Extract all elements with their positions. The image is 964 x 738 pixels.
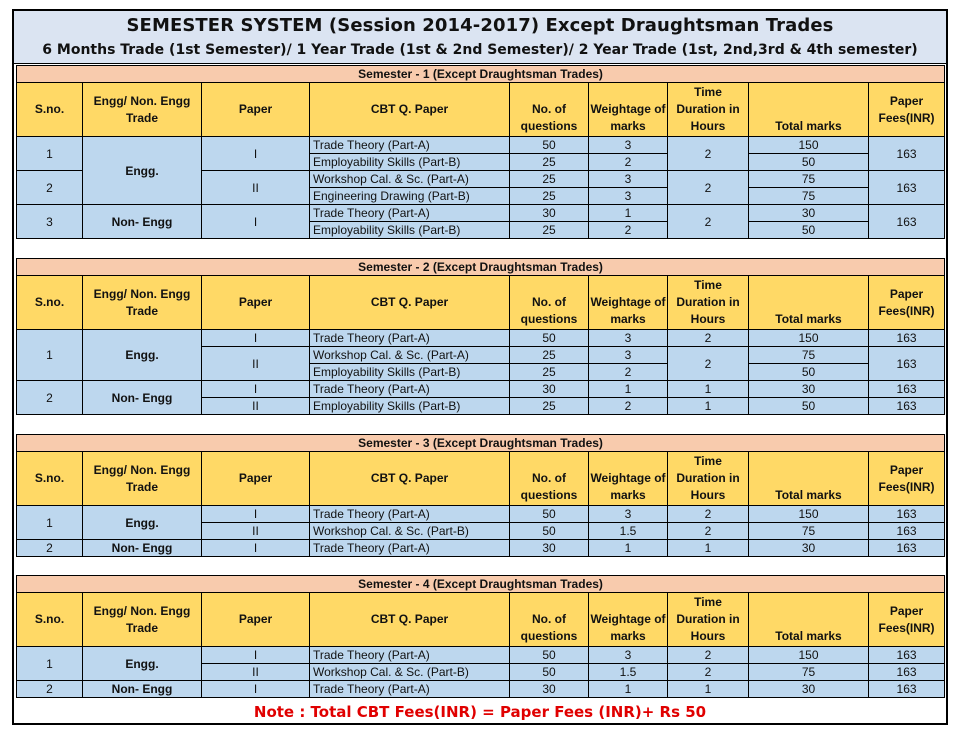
questions-cell: 25 xyxy=(510,364,589,381)
fees-cell: 163 xyxy=(869,330,945,347)
weightage-cell: 3 xyxy=(589,188,668,205)
duration-cell: 2 xyxy=(668,506,749,523)
sno-cell: 2 xyxy=(17,540,83,557)
sno-cell: 1 xyxy=(17,647,83,681)
header-duration: Time Duration in Hours xyxy=(668,452,749,506)
duration-cell: 2 xyxy=(668,347,749,381)
header-trade: Engg/ Non. Engg Trade xyxy=(83,593,202,647)
header-row xyxy=(17,276,945,330)
header-total: Total marks xyxy=(749,83,869,137)
total-cell: 150 xyxy=(749,330,869,347)
duration-cell: 2 xyxy=(668,171,749,205)
fees-cell: 163 xyxy=(869,523,945,540)
duration-cell: 2 xyxy=(668,137,749,171)
header-questions: No. of questions xyxy=(510,83,589,137)
header-sno: S.no. xyxy=(17,83,83,137)
paper-cell: I xyxy=(202,681,310,698)
header-weightage: Weightage of marks xyxy=(589,83,668,137)
header-weightage: Weightage of marks xyxy=(589,593,668,647)
paper-cell: I xyxy=(202,205,310,239)
header-row xyxy=(17,593,945,647)
paper-cell: II xyxy=(202,664,310,681)
total-cell: 75 xyxy=(749,664,869,681)
semester-caption: Semester - 4 (Except Draughtsman Trades) xyxy=(17,576,945,593)
duration-cell: 1 xyxy=(668,540,749,557)
semester-3-table xyxy=(16,434,945,557)
total-cell: 75 xyxy=(749,171,869,188)
trade-cell: Non- Engg xyxy=(83,381,202,415)
table-row xyxy=(17,381,945,398)
cbt-paper-cell: Employability Skills (Part-B) xyxy=(310,154,510,171)
cbt-paper-cell: Workshop Cal. & Sc. (Part-A) xyxy=(310,171,510,188)
duration-cell: 2 xyxy=(668,523,749,540)
header-trade: Engg/ Non. Engg Trade xyxy=(83,83,202,137)
fees-cell: 163 xyxy=(869,664,945,681)
weightage-cell: 3 xyxy=(589,137,668,154)
paper-cell: I xyxy=(202,381,310,398)
fees-cell: 163 xyxy=(869,681,945,698)
fees-cell: 163 xyxy=(869,347,945,381)
weightage-cell: 1 xyxy=(589,205,668,222)
table-row xyxy=(17,330,945,347)
total-cell: 50 xyxy=(749,222,869,239)
trade-cell: Non- Engg xyxy=(83,205,202,239)
total-cell: 30 xyxy=(749,205,869,222)
duration-cell: 2 xyxy=(668,664,749,681)
cbt-paper-cell: Workshop Cal. & Sc. (Part-B) xyxy=(310,664,510,681)
header-row xyxy=(17,452,945,506)
header-paper: Paper xyxy=(202,276,310,330)
header-cbt: CBT Q. Paper xyxy=(310,83,510,137)
cbt-paper-cell: Trade Theory (Part-A) xyxy=(310,137,510,154)
semester-2-table xyxy=(16,258,945,415)
weightage-cell: 3 xyxy=(589,647,668,664)
cbt-paper-cell: Trade Theory (Part-A) xyxy=(310,381,510,398)
header-row xyxy=(17,83,945,137)
fees-cell: 163 xyxy=(869,205,945,239)
questions-cell: 30 xyxy=(510,205,589,222)
trade-cell: Engg. xyxy=(83,330,202,381)
fees-note: Note : Total CBT Fees(INR) = Paper Fees (INR)+ Rs 50 xyxy=(253,703,707,721)
questions-cell: 30 xyxy=(510,381,589,398)
paper-cell: I xyxy=(202,330,310,347)
cbt-paper-cell: Trade Theory (Part-A) xyxy=(310,330,510,347)
semester-1-table xyxy=(16,65,945,239)
questions-cell: 30 xyxy=(510,540,589,557)
sno-cell: 1 xyxy=(17,506,83,540)
semester-caption: Semester - 2 (Except Draughtsman Trades) xyxy=(17,259,945,276)
weightage-cell: 3 xyxy=(589,330,668,347)
title-block xyxy=(14,11,946,64)
header-questions: No. of questions xyxy=(510,593,589,647)
header-fees: Paper Fees(INR) xyxy=(869,452,945,506)
weightage-cell: 1.5 xyxy=(589,523,668,540)
header-paper: Paper xyxy=(202,83,310,137)
header-cbt: CBT Q. Paper xyxy=(310,276,510,330)
total-cell: 50 xyxy=(749,398,869,415)
weightage-cell: 3 xyxy=(589,506,668,523)
header-trade: Engg/ Non. Engg Trade xyxy=(83,276,202,330)
sno-cell: 2 xyxy=(17,171,83,205)
paper-cell: II xyxy=(202,398,310,415)
header-fees: Paper Fees(INR) xyxy=(869,593,945,647)
total-cell: 150 xyxy=(749,137,869,154)
duration-cell: 2 xyxy=(668,205,749,239)
header-total: Total marks xyxy=(749,276,869,330)
questions-cell: 50 xyxy=(510,647,589,664)
sno-cell: 3 xyxy=(17,205,83,239)
trade-cell: Non- Engg xyxy=(83,540,202,557)
total-cell: 75 xyxy=(749,523,869,540)
questions-cell: 50 xyxy=(510,330,589,347)
paper-cell: I xyxy=(202,137,310,171)
fees-cell: 163 xyxy=(869,171,945,205)
header-sno: S.no. xyxy=(17,452,83,506)
header-fees: Paper Fees(INR) xyxy=(869,276,945,330)
sno-cell: 1 xyxy=(17,137,83,171)
paper-cell: I xyxy=(202,506,310,523)
header-duration: Time Duration in Hours xyxy=(668,593,749,647)
semester-caption: Semester - 3 (Except Draughtsman Trades) xyxy=(17,435,945,452)
fees-cell: 163 xyxy=(869,540,945,557)
paper-cell: I xyxy=(202,647,310,664)
weightage-cell: 3 xyxy=(589,347,668,364)
total-cell: 30 xyxy=(749,540,869,557)
cbt-paper-cell: Trade Theory (Part-A) xyxy=(310,681,510,698)
total-cell: 30 xyxy=(749,381,869,398)
header-duration: Time Duration in Hours xyxy=(668,276,749,330)
weightage-cell: 1 xyxy=(589,681,668,698)
total-cell: 50 xyxy=(749,154,869,171)
questions-cell: 25 xyxy=(510,171,589,188)
questions-cell: 25 xyxy=(510,188,589,205)
header-paper: Paper xyxy=(202,593,310,647)
duration-cell: 1 xyxy=(668,681,749,698)
trade-cell: Engg. xyxy=(83,137,202,205)
table-row xyxy=(17,681,945,698)
paper-cell: II xyxy=(202,523,310,540)
page-subtitle: 6 Months Trade (1st Semester)/ 1 Year Trade (1st & 2nd Semester)/ 2 Year Trade (1st, 2nd,3rd & 4th semester) xyxy=(42,42,918,58)
cbt-paper-cell: Engineering Drawing (Part-B) xyxy=(310,188,510,205)
header-sno: S.no. xyxy=(17,276,83,330)
questions-cell: 25 xyxy=(510,154,589,171)
trade-cell: Engg. xyxy=(83,506,202,540)
header-questions: No. of questions xyxy=(510,452,589,506)
total-cell: 75 xyxy=(749,347,869,364)
sno-cell: 2 xyxy=(17,381,83,415)
fees-cell: 163 xyxy=(869,506,945,523)
header-paper: Paper xyxy=(202,452,310,506)
header-fees: Paper Fees(INR) xyxy=(869,83,945,137)
header-weightage: Weightage of marks xyxy=(589,276,668,330)
questions-cell: 50 xyxy=(510,137,589,154)
fees-cell: 163 xyxy=(869,381,945,398)
questions-cell: 25 xyxy=(510,347,589,364)
cbt-paper-cell: Trade Theory (Part-A) xyxy=(310,647,510,664)
total-cell: 75 xyxy=(749,188,869,205)
page-title: SEMESTER SYSTEM (Session 2014-2017) Except Draughtsman Trades xyxy=(126,15,834,36)
table-row xyxy=(17,540,945,557)
fees-cell: 163 xyxy=(869,137,945,171)
trade-cell: Engg. xyxy=(83,647,202,681)
header-sno: S.no. xyxy=(17,593,83,647)
table-row xyxy=(17,137,945,154)
semester-caption: Semester - 1 (Except Draughtsman Trades) xyxy=(17,66,945,83)
questions-cell: 25 xyxy=(510,398,589,415)
sno-cell: 1 xyxy=(17,330,83,381)
paper-cell: I xyxy=(202,540,310,557)
trade-cell: Non- Engg xyxy=(83,681,202,698)
weightage-cell: 2 xyxy=(589,222,668,239)
cbt-paper-cell: Trade Theory (Part-A) xyxy=(310,540,510,557)
weightage-cell: 3 xyxy=(589,171,668,188)
cbt-paper-cell: Trade Theory (Part-A) xyxy=(310,506,510,523)
duration-cell: 2 xyxy=(668,330,749,347)
total-cell: 30 xyxy=(749,681,869,698)
questions-cell: 25 xyxy=(510,222,589,239)
header-weightage: Weightage of marks xyxy=(589,452,668,506)
questions-cell: 50 xyxy=(510,664,589,681)
table-row xyxy=(17,205,945,222)
questions-cell: 30 xyxy=(510,681,589,698)
weightage-cell: 1 xyxy=(589,540,668,557)
header-cbt: CBT Q. Paper xyxy=(310,452,510,506)
paper-cell: II xyxy=(202,171,310,205)
paper-cell: II xyxy=(202,347,310,381)
weightage-cell: 1.5 xyxy=(589,664,668,681)
total-cell: 150 xyxy=(749,506,869,523)
questions-cell: 50 xyxy=(510,523,589,540)
header-duration: Time Duration in Hours xyxy=(668,83,749,137)
header-total: Total marks xyxy=(749,452,869,506)
header-trade: Engg/ Non. Engg Trade xyxy=(83,452,202,506)
duration-cell: 1 xyxy=(668,381,749,398)
sno-cell: 2 xyxy=(17,681,83,698)
questions-cell: 50 xyxy=(510,506,589,523)
header-cbt: CBT Q. Paper xyxy=(310,593,510,647)
total-cell: 150 xyxy=(749,647,869,664)
cbt-paper-cell: Trade Theory (Part-A) xyxy=(310,205,510,222)
weightage-cell: 1 xyxy=(589,381,668,398)
document-frame xyxy=(12,9,948,725)
duration-cell: 1 xyxy=(668,398,749,415)
weightage-cell: 2 xyxy=(589,364,668,381)
weightage-cell: 2 xyxy=(589,154,668,171)
cbt-paper-cell: Employability Skills (Part-B) xyxy=(310,222,510,239)
cbt-paper-cell: Employability Skills (Part-B) xyxy=(310,398,510,415)
total-cell: 50 xyxy=(749,364,869,381)
table-row xyxy=(17,647,945,664)
duration-cell: 2 xyxy=(668,647,749,664)
cbt-paper-cell: Employability Skills (Part-B) xyxy=(310,364,510,381)
fees-cell: 163 xyxy=(869,398,945,415)
cbt-paper-cell: Workshop Cal. & Sc. (Part-B) xyxy=(310,523,510,540)
fees-cell: 163 xyxy=(869,647,945,664)
cbt-paper-cell: Workshop Cal. & Sc. (Part-A) xyxy=(310,347,510,364)
semester-4-table xyxy=(16,575,945,698)
header-questions: No. of questions xyxy=(510,276,589,330)
weightage-cell: 2 xyxy=(589,398,668,415)
table-row xyxy=(17,506,945,523)
header-total: Total marks xyxy=(749,593,869,647)
